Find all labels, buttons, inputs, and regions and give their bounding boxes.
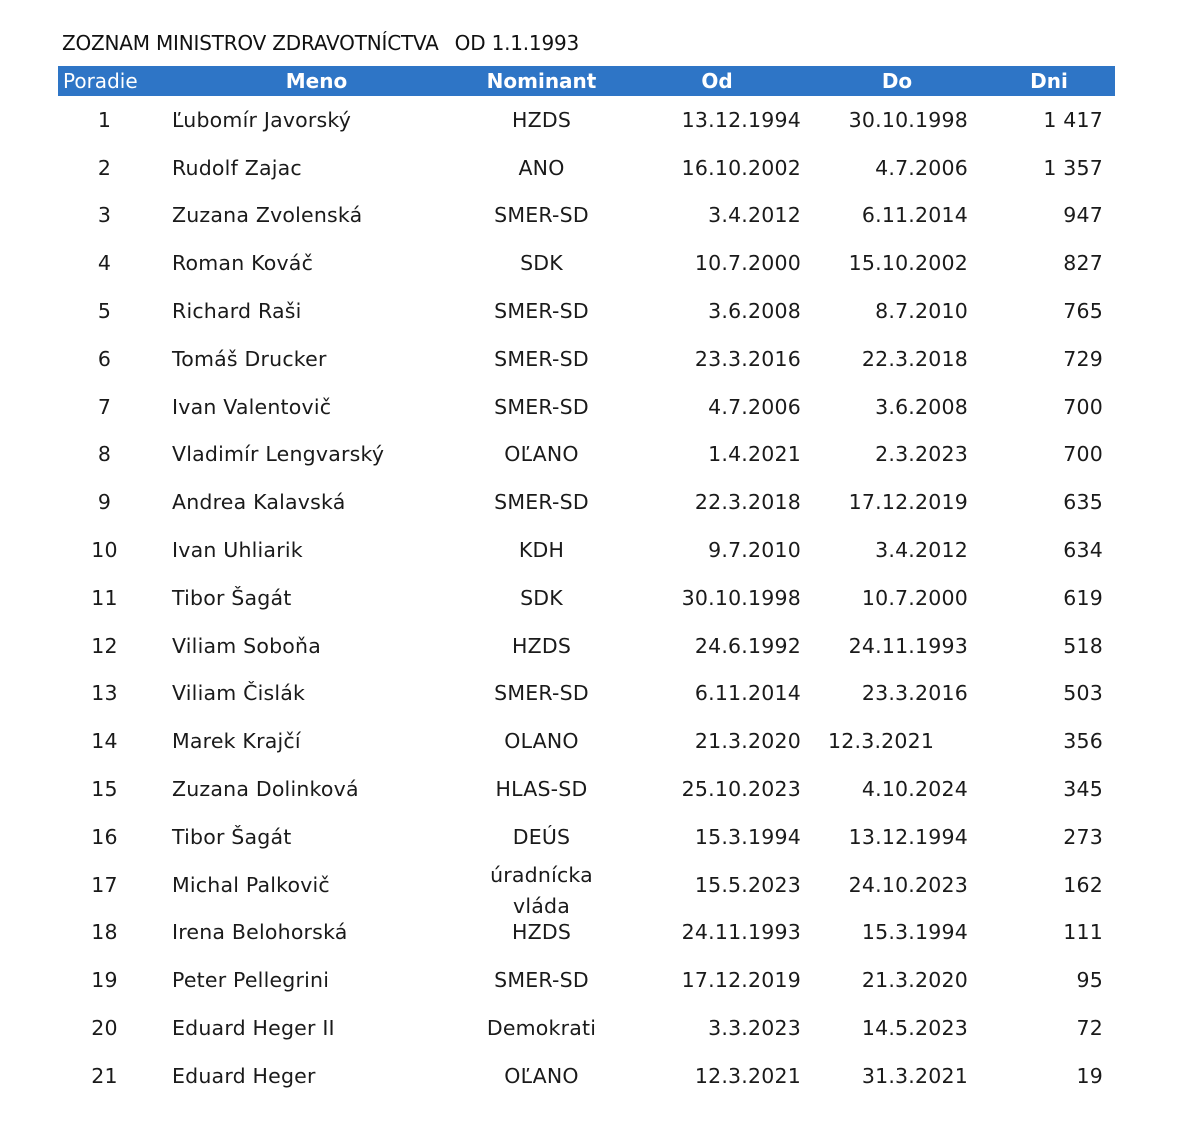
cell-rank: 15	[91, 777, 118, 802]
cell-name: Andrea Kalavská	[172, 490, 346, 515]
table-body	[58, 96, 1115, 1100]
cell-do: 21.3.2020	[861, 968, 968, 993]
cell-rank: 16	[91, 824, 118, 849]
cell-party: SDK	[520, 251, 563, 276]
cell-od: 3.4.2012	[708, 203, 801, 228]
cell-dni: 273	[1063, 824, 1103, 849]
cell-party: SMER-SD	[494, 394, 589, 419]
cell-party: SMER-SD	[494, 681, 589, 706]
table-row	[58, 1052, 1115, 1100]
cell-dni: 1 417	[1043, 107, 1103, 132]
cell-name: Viliam Čislák	[172, 681, 306, 706]
cell-rank: 5	[97, 299, 112, 324]
cell-party	[470, 861, 613, 918]
cell-party: ANO	[518, 155, 565, 180]
cell-od: 25.10.2023	[681, 777, 801, 802]
cell-do: 4.7.2006	[875, 155, 968, 180]
cell-name: Ľubomír Javorský	[172, 107, 352, 132]
table-row	[58, 96, 1115, 144]
cell-rank: 4	[97, 251, 112, 276]
cell-party: Demokrati	[486, 1016, 597, 1041]
cell-do: 15.10.2002	[848, 251, 968, 276]
cell-dni: 72	[1076, 1016, 1103, 1041]
cell-od: 23.3.2016	[694, 346, 801, 371]
cell-dni: 518	[1063, 633, 1103, 658]
cell-rank: 2	[97, 155, 112, 180]
cell-od: 30.10.1998	[681, 585, 801, 610]
header-od: Od	[701, 69, 733, 93]
cell-party: OĽANO	[504, 1063, 579, 1088]
cell-dni: 162	[1063, 872, 1103, 897]
table-row	[58, 478, 1115, 526]
cell-od: 22.3.2018	[694, 490, 801, 515]
cell-do: 3.6.2008	[875, 394, 968, 419]
table-row	[58, 1004, 1115, 1052]
cell-od: 3.6.2008	[708, 299, 801, 324]
cell-rank: 21	[91, 1063, 118, 1088]
table-row	[58, 861, 1115, 909]
cell-party: OLANO	[504, 729, 579, 754]
cell-party: DEÚS	[512, 824, 571, 849]
ministers-table	[58, 66, 1115, 1100]
cell-party: HZDS	[511, 633, 572, 658]
cell-name: Richard Raši	[172, 299, 302, 324]
cell-dni: 1 357	[1043, 155, 1103, 180]
cell-name: Viliam Soboňa	[172, 633, 321, 658]
cell-dni: 765	[1063, 299, 1103, 324]
cell-do: 31.3.2021	[861, 1063, 968, 1088]
cell-dni: 619	[1063, 585, 1103, 610]
cell-do: 2.3.2023	[875, 442, 968, 467]
cell-party: SMER-SD	[494, 346, 589, 371]
cell-name: Peter Pellegrini	[172, 968, 330, 993]
cell-od: 6.11.2014	[694, 681, 801, 706]
cell-name: Vladimír Lengvarský	[172, 442, 385, 467]
cell-rank: 6	[97, 346, 112, 371]
table-row	[58, 622, 1115, 670]
cell-do: 24.11.1993	[848, 633, 968, 658]
cell-dni: 111	[1063, 920, 1103, 945]
cell-do: 15.3.1994	[861, 920, 968, 945]
cell-rank: 11	[91, 585, 118, 610]
cell-do: 24.10.2023	[848, 872, 968, 897]
cell-od: 1.4.2021	[708, 442, 801, 467]
cell-dni: 345	[1063, 777, 1103, 802]
cell-name: Ivan Valentovič	[172, 394, 332, 419]
cell-party: SMER-SD	[494, 299, 589, 324]
page-title	[62, 31, 579, 55]
table-row	[58, 670, 1115, 718]
table-row	[58, 383, 1115, 431]
table-row	[58, 765, 1115, 813]
cell-rank: 17	[91, 872, 118, 897]
cell-od: 15.3.1994	[694, 824, 801, 849]
cell-party-text: úradnícka vláda	[490, 862, 593, 918]
table-row	[58, 909, 1115, 957]
cell-do: 17.12.2019	[848, 490, 968, 515]
cell-od: 3.3.2023	[708, 1016, 801, 1041]
cell-name: Ivan Uhliarik	[172, 538, 303, 563]
cell-od: 15.5.2023	[694, 872, 801, 897]
cell-od: 24.11.1993	[681, 920, 801, 945]
cell-dni: 635	[1063, 490, 1103, 515]
cell-dni: 827	[1063, 251, 1103, 276]
cell-do: 10.7.2000	[861, 585, 968, 610]
cell-do: 13.12.1994	[848, 824, 968, 849]
table-row	[58, 287, 1115, 335]
cell-dni: 700	[1063, 442, 1103, 467]
cell-name: Eduard Heger II	[172, 1016, 335, 1041]
table-row	[58, 526, 1115, 574]
table-row	[58, 717, 1115, 765]
cell-name: Roman Kováč	[172, 251, 314, 276]
cell-do: 23.3.2016	[861, 681, 968, 706]
cell-rank: 18	[91, 920, 118, 945]
table-row	[58, 431, 1115, 479]
cell-od: 21.3.2020	[694, 729, 801, 754]
cell-name: Tomáš Drucker	[172, 346, 327, 371]
cell-rank: 12	[91, 633, 118, 658]
cell-name: Tibor Šagát	[172, 824, 292, 849]
cell-dni: 729	[1063, 346, 1103, 371]
cell-party: HZDS	[511, 920, 572, 945]
table-row	[58, 144, 1115, 192]
table-row	[58, 956, 1115, 1004]
cell-do: 30.10.1998	[848, 107, 968, 132]
title-date: OD 1.1.1993	[454, 31, 580, 55]
cell-name: Zuzana Dolinková	[172, 777, 359, 802]
cell-dni: 356	[1063, 729, 1103, 754]
cell-dni: 503	[1063, 681, 1103, 706]
cell-party: SMER-SD	[494, 968, 589, 993]
cell-od: 10.7.2000	[694, 251, 801, 276]
cell-party: OĽANO	[504, 442, 579, 467]
cell-dni: 19	[1076, 1063, 1103, 1088]
cell-rank: 8	[97, 442, 112, 467]
header-do: Do	[881, 69, 913, 93]
cell-name: Eduard Heger	[172, 1063, 316, 1088]
cell-rank: 10	[91, 538, 118, 563]
cell-od: 4.7.2006	[708, 394, 801, 419]
cell-rank: 13	[91, 681, 118, 706]
cell-do: 12.3.2021	[828, 729, 935, 754]
table-row	[58, 192, 1115, 240]
cell-od: 16.10.2002	[681, 155, 801, 180]
cell-rank: 14	[91, 729, 118, 754]
cell-od: 17.12.2019	[681, 968, 801, 993]
cell-od: 13.12.1994	[681, 107, 801, 132]
cell-party: SDK	[520, 585, 563, 610]
table-row	[58, 813, 1115, 861]
cell-od: 12.3.2021	[694, 1063, 801, 1088]
table-row	[58, 239, 1115, 287]
cell-party: KDH	[518, 538, 565, 563]
cell-party: HZDS	[511, 107, 572, 132]
cell-name: Michal Palkovič	[172, 872, 330, 897]
cell-rank: 7	[97, 394, 112, 419]
cell-do: 22.3.2018	[861, 346, 968, 371]
cell-do: 8.7.2010	[875, 299, 968, 324]
header-party: Nominant	[486, 69, 597, 93]
cell-dni: 634	[1063, 538, 1103, 563]
cell-party: SMER-SD	[494, 490, 589, 515]
cell-name: Rudolf Zajac	[172, 155, 302, 180]
cell-rank: 20	[91, 1016, 118, 1041]
cell-dni: 700	[1063, 394, 1103, 419]
cell-name: Tibor Šagát	[172, 585, 292, 610]
header-rank: Poradie	[63, 69, 138, 93]
cell-od: 9.7.2010	[708, 538, 801, 563]
cell-od: 24.6.1992	[694, 633, 801, 658]
cell-do: 14.5.2023	[861, 1016, 968, 1041]
header-dni: Dni	[1030, 69, 1068, 93]
cell-rank: 9	[97, 490, 112, 515]
cell-dni: 95	[1076, 968, 1103, 993]
cell-do: 6.11.2014	[861, 203, 968, 228]
cell-name: Irena Belohorská	[172, 920, 348, 945]
table-row	[58, 574, 1115, 622]
cell-name: Zuzana Zvolenská	[172, 203, 363, 228]
cell-do: 4.10.2024	[861, 777, 968, 802]
cell-name: Marek Krajčí	[172, 729, 301, 754]
cell-rank: 19	[91, 968, 118, 993]
table-row	[58, 335, 1115, 383]
cell-dni: 947	[1063, 203, 1103, 228]
header-name: Meno	[285, 69, 348, 93]
cell-party: SMER-SD	[494, 203, 589, 228]
cell-party: HLAS-SD	[495, 777, 588, 802]
cell-do: 3.4.2012	[875, 538, 968, 563]
cell-rank: 3	[97, 203, 112, 228]
table-header-row	[58, 66, 1115, 96]
cell-rank: 1	[97, 107, 112, 132]
title-text: ZOZNAM MINISTROV ZDRAVOTNÍCTVA	[62, 31, 439, 55]
